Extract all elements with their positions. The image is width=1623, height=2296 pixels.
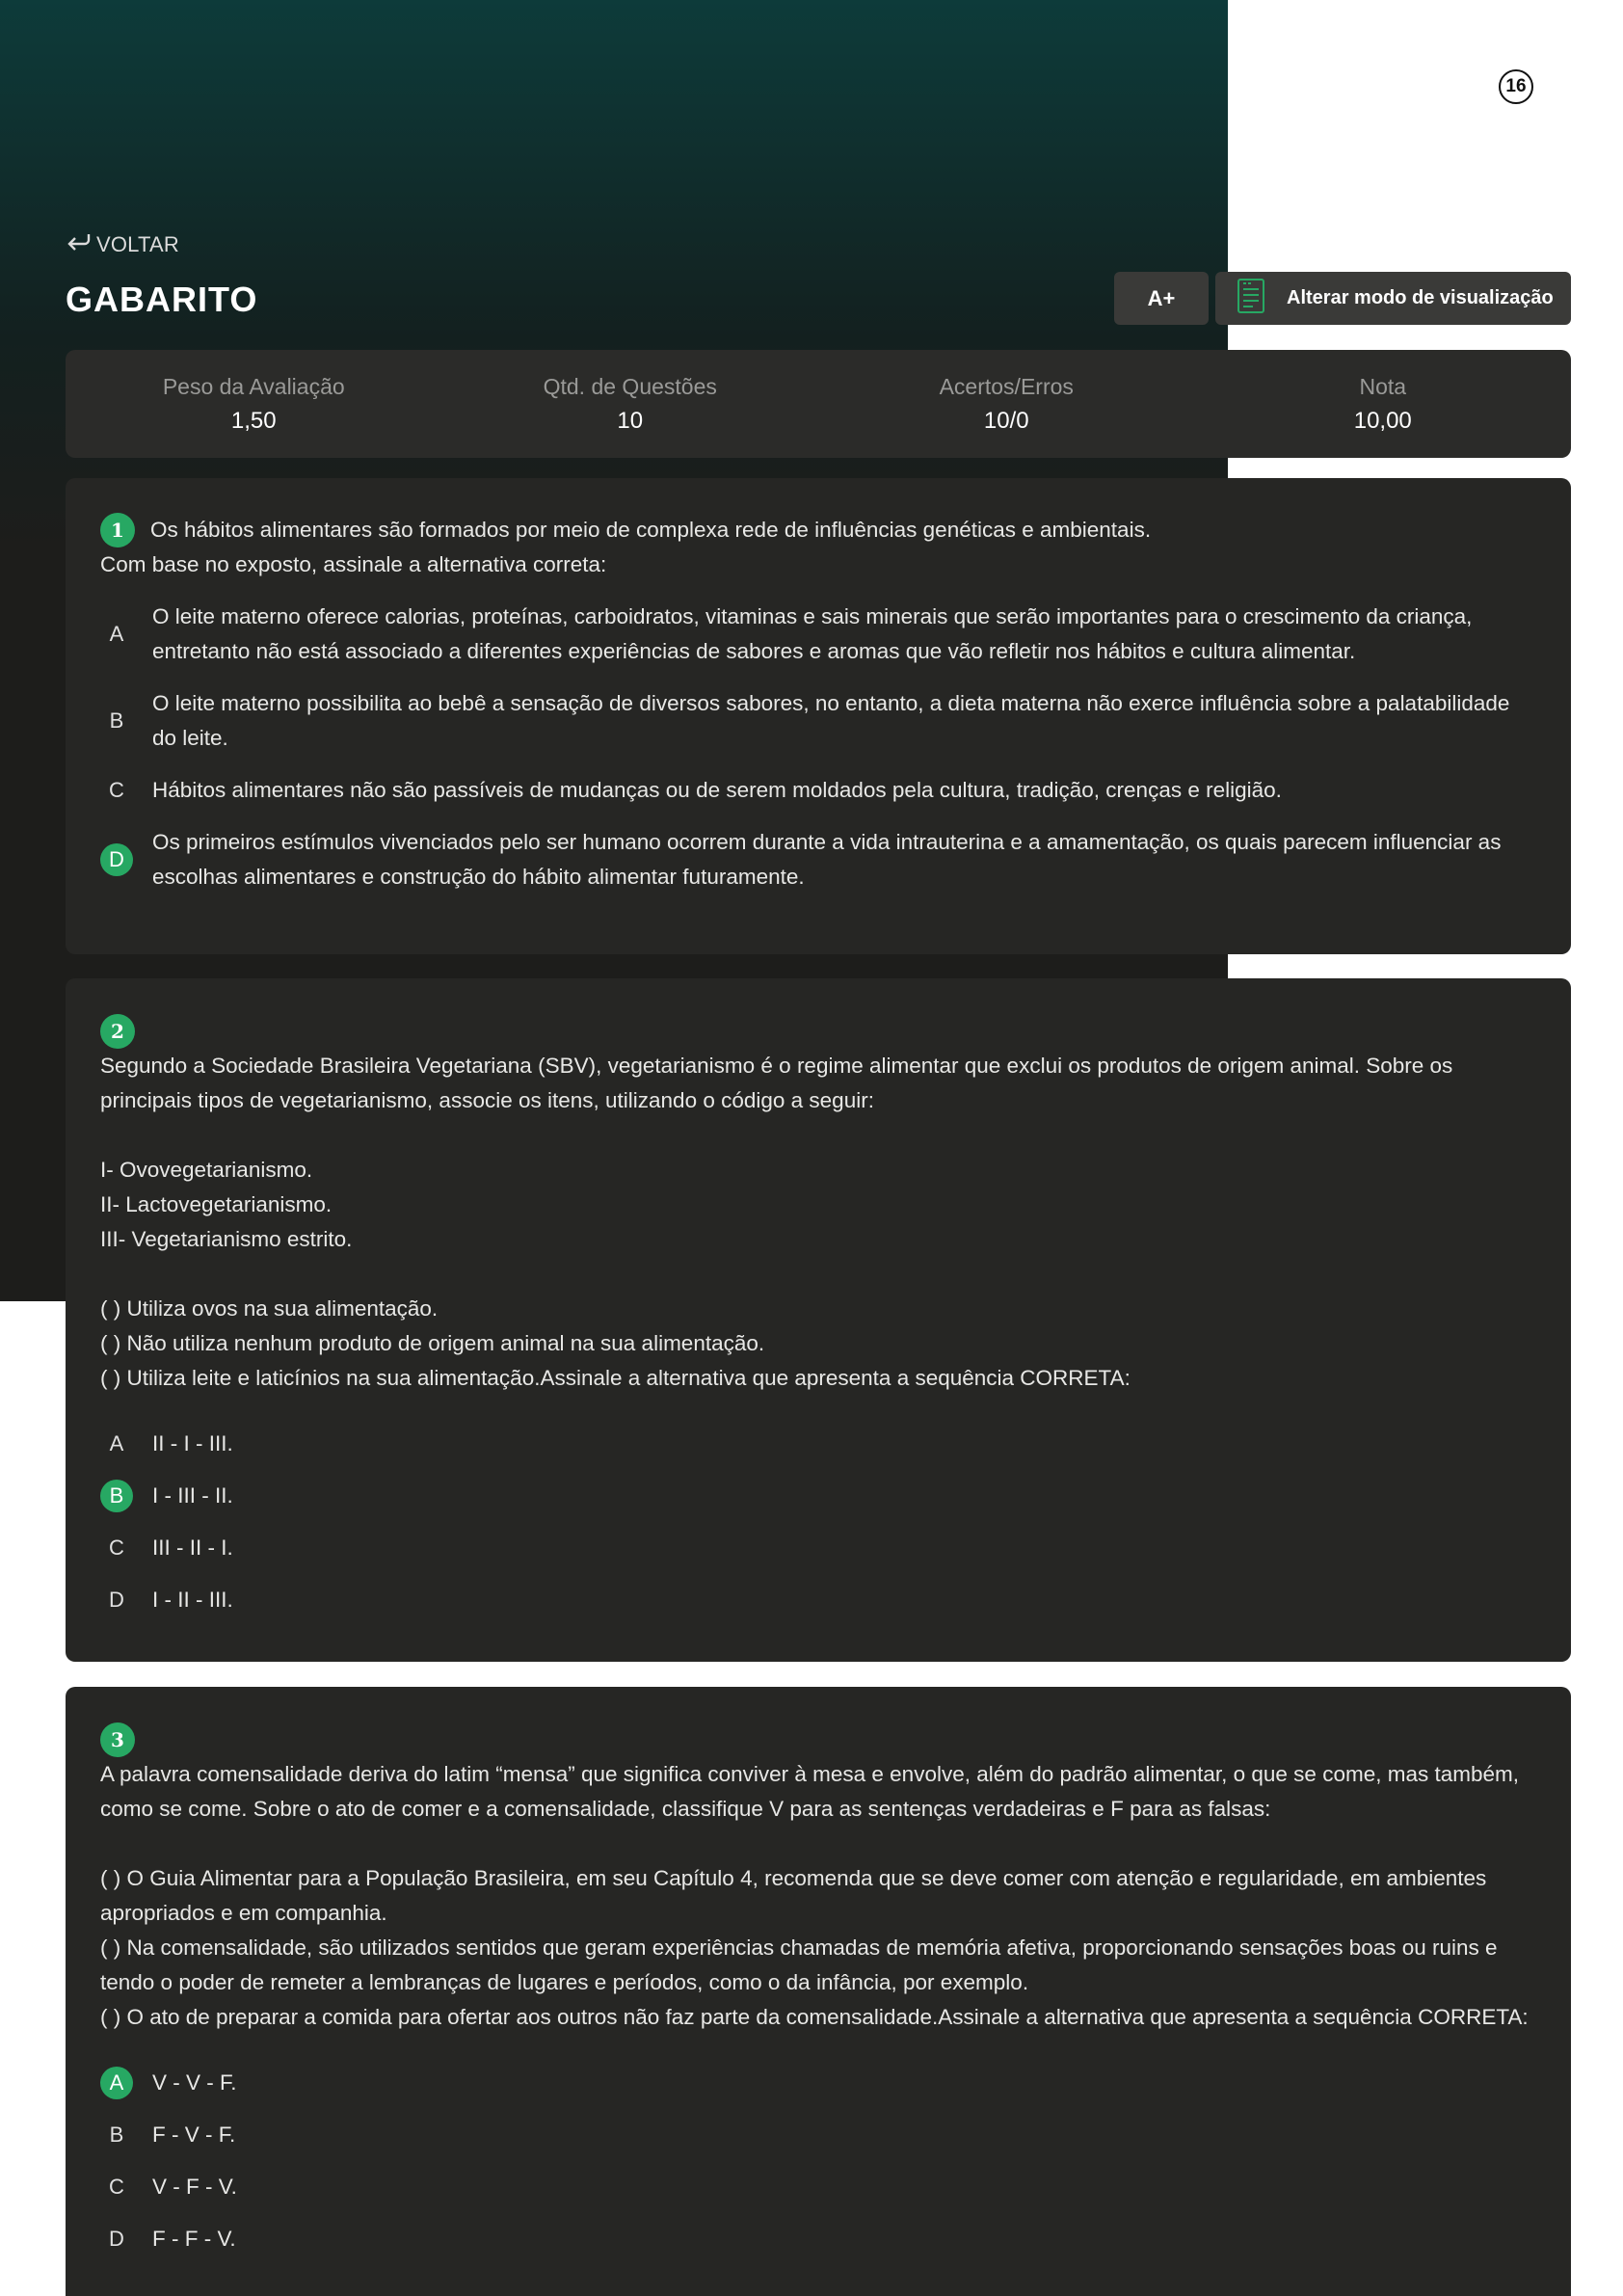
option-letter: C xyxy=(109,1535,124,1561)
stat-label: Acertos/Erros xyxy=(939,373,1074,399)
return-arrow-icon xyxy=(66,231,93,258)
option-text: F - F - V. xyxy=(152,2227,236,2252)
option-text: V - F - V. xyxy=(152,2175,237,2200)
option-c[interactable] xyxy=(100,773,1536,808)
stat-value: 1,50 xyxy=(230,407,277,434)
option-letter-correct: B xyxy=(100,1480,133,1512)
stat-label: Peso da Avaliação xyxy=(162,373,345,399)
stat-value: 10 xyxy=(617,407,644,434)
option-text: II - I - III. xyxy=(152,1431,233,1456)
page-title: GABARITO xyxy=(66,280,258,319)
option-text: Hábitos alimentares não são passíveis de mudanças ou de serem moldados pela cultura, tradição, crenças e religião. xyxy=(152,778,1282,802)
question-number-badge: 2 xyxy=(100,1014,135,1049)
question-text-line: ( ) O Guia Alimentar para a População Brasileira, em seu Capítulo 4, recomenda que se deve comer com atenção e regularidade, em ambientes apropriados e em companhia. xyxy=(100,1866,1487,1926)
option-letter-correct: D xyxy=(100,843,133,876)
stat-hits-misses xyxy=(818,350,1195,458)
question-text-line: III- Vegetarianismo estrito. xyxy=(100,1227,353,1252)
question-text-line: Com base no exposto, assinale a alternativa correta: xyxy=(100,552,607,576)
question-text-line: Os hábitos alimentares são formados por meio de complexa rede de influências genéticas e ambientais. xyxy=(150,518,1152,542)
question-header xyxy=(100,1013,1536,1049)
option-c[interactable] xyxy=(100,1531,1536,1565)
option-text: F - V - F. xyxy=(152,2122,236,2148)
option-text: O leite materno oferece calorias, proteínas, carboidratos, vitaminas e sais minerais que serão importantes para o crescimento da criança, entretanto não está associado a diferentes experiências de sabores e aromas que vão refletir nos hábitos e cultura alimentar. xyxy=(152,604,1473,663)
question-text-line: ( ) O ato de preparar a comida para ofertar aos outros não faz parte da comensalidade.Assinale a alternativa que apresenta a sequência CORRETA: xyxy=(100,2005,1529,2030)
question-text-line: Segundo a Sociedade Brasileira Vegetariana (SBV), vegetarianismo é o regime alimentar que exclui os produtos de origem animal. Sobre os principais tipos de vegetarianismo, associe os itens, utilizando o código a seguir: xyxy=(100,1054,1453,1113)
option-text: Os primeiros estímulos vivenciados pelo ser humano ocorrem durante a vida intrauterina e a amamentação, os quais parecem influenciar as escolhas alimentares e construção do hábito alimentar futuramente. xyxy=(152,830,1502,889)
stat-value: 10/0 xyxy=(983,407,1029,434)
question-number-badge: 3 xyxy=(100,1722,135,1757)
spacer xyxy=(100,1118,1536,1153)
option-b[interactable] xyxy=(100,1479,1536,1513)
question-text-line: ( ) Utiliza ovos na sua alimentação. xyxy=(100,1296,439,1322)
option-a[interactable] xyxy=(100,1427,1536,1461)
question-number-badge: 1 xyxy=(100,513,135,547)
stats-bar xyxy=(66,350,1571,458)
change-view-mode-label: Alterar modo de visualização xyxy=(1287,287,1554,308)
question-header xyxy=(100,1722,1536,1757)
back-link[interactable] xyxy=(66,231,179,258)
option-b[interactable] xyxy=(100,686,1536,756)
option-letter: D xyxy=(109,1588,124,1613)
option-text: III - II - I. xyxy=(152,1535,233,1561)
question-text-line: II- Lactovegetarianismo. xyxy=(100,1192,333,1217)
option-letter: C xyxy=(109,2175,124,2200)
question-text-line: ( ) Não utiliza nenhum produto de origem animal na sua alimentação. xyxy=(100,1331,765,1356)
question-card-2 xyxy=(66,978,1571,1662)
back-label: VOLTAR xyxy=(96,232,179,256)
question-card-3 xyxy=(66,1687,1571,2296)
option-a[interactable] xyxy=(100,2066,1536,2100)
option-d[interactable] xyxy=(100,2222,1536,2256)
question-card-1 xyxy=(66,478,1571,954)
stat-weight xyxy=(66,350,442,458)
document-icon xyxy=(1237,278,1265,320)
stat-value: 10,00 xyxy=(1353,407,1412,434)
option-letter-correct: A xyxy=(100,2067,133,2099)
option-d[interactable] xyxy=(100,1583,1536,1617)
option-c[interactable] xyxy=(100,2170,1536,2204)
option-letter: A xyxy=(109,1431,124,1456)
question-text-line: ( ) Na comensalidade, são utilizados sentidos que geram experiências chamadas de memória afetiva, proporcionando sensações boas ou ruins e tendo o poder de remeter a lembranças de lugares e períodos, como o da infância, por exemplo. xyxy=(100,1936,1498,1995)
option-d[interactable] xyxy=(100,825,1536,894)
option-letter: B xyxy=(109,708,124,733)
spacer xyxy=(100,1257,1536,1292)
question-text-line: ( ) Utiliza leite e laticínios na sua alimentação.Assinale a alternativa que apresenta a sequência CORRETA: xyxy=(100,1366,1131,1391)
options-list xyxy=(100,600,1536,894)
option-letter: A xyxy=(109,622,124,646)
question-header xyxy=(100,513,1536,547)
options-list xyxy=(100,1427,1536,1617)
increase-font-button[interactable]: A+ xyxy=(1114,272,1209,325)
page-number: 16 xyxy=(1499,69,1533,104)
stat-label: Qtd. de Questões xyxy=(543,373,717,399)
option-text: V - V - F. xyxy=(152,2070,237,2096)
option-letter: C xyxy=(109,778,124,802)
question-text-line: A palavra comensalidade deriva do latim “mensa” que significa conviver à mesa e envolve, além do padrão alimentar, o que se come, mas também, como se come. Sobre o ato de comer e a comensalidade, classifique V para as sentenças verdadeiras e F para as falsas: xyxy=(100,1762,1520,1822)
option-b[interactable] xyxy=(100,2118,1536,2152)
question-text-line: I- Ovovegetarianismo. xyxy=(100,1158,313,1183)
change-view-mode-button[interactable] xyxy=(1215,272,1571,325)
option-text: I - III - II. xyxy=(152,1483,233,1508)
option-a[interactable] xyxy=(100,600,1536,669)
stat-label: Nota xyxy=(1359,373,1407,399)
option-text: O leite materno possibilita ao bebê a sensação de diversos sabores, no entanto, a dieta materna não exerce influência sobre a palatabilidade do leite. xyxy=(152,691,1510,750)
stat-grade xyxy=(1195,350,1572,458)
spacer xyxy=(100,1827,1536,1861)
option-letter: B xyxy=(109,2122,124,2148)
option-text: I - II - III. xyxy=(152,1588,233,1613)
stat-question-count xyxy=(442,350,819,458)
options-list xyxy=(100,2066,1536,2256)
option-letter: D xyxy=(109,2227,124,2252)
